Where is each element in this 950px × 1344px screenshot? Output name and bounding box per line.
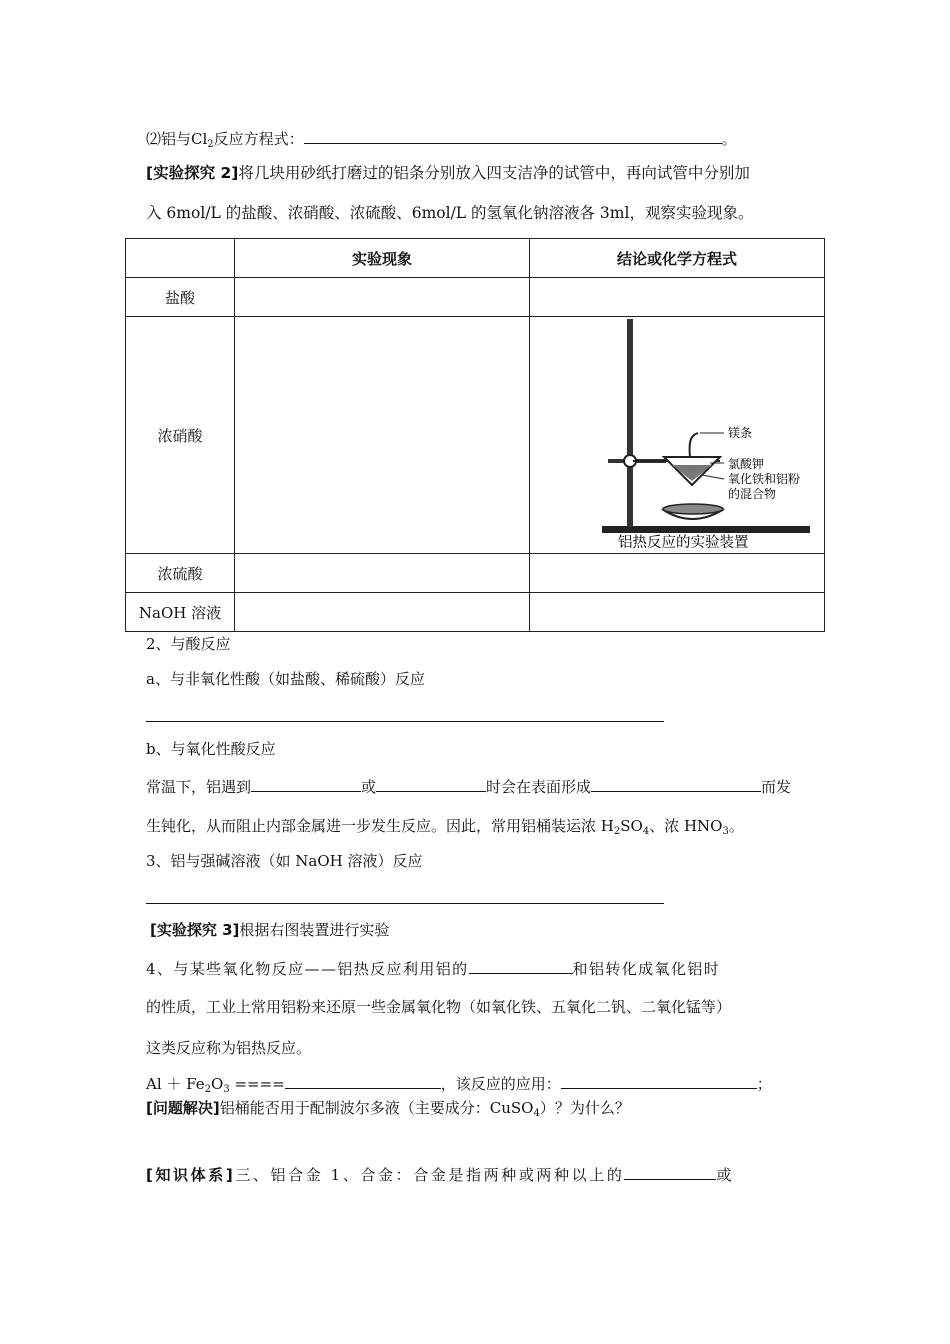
answer-rule[interactable] xyxy=(146,903,664,904)
figure-caption: 铝热反应的实验装置 xyxy=(618,535,749,551)
problem-line xyxy=(146,1098,630,1124)
text: 而发 xyxy=(761,778,792,796)
sec3-title: 3、铝与强碱溶液（如 NaOH 溶液）反应 xyxy=(146,852,423,870)
phenomenon-cell[interactable] xyxy=(235,317,530,554)
label-mixture: 的混合物 xyxy=(728,487,777,501)
text: 铝桶能否用于配制波尔多液（主要成分：CuSO xyxy=(219,1099,534,1117)
table-row xyxy=(126,317,825,554)
label-magnesium: 镁条 xyxy=(728,426,753,440)
text: ）？为什么？ xyxy=(539,1099,630,1117)
explore2-tag: [实验探究 2] xyxy=(146,164,239,182)
text: Al ＋ Fe xyxy=(146,1075,205,1093)
explore3-text: 根据右图装置进行实验 xyxy=(239,921,390,939)
phenomenon-cell[interactable] xyxy=(235,554,530,593)
sec2-a: a、与非氧化性酸（如盐酸、稀硫酸）反应 xyxy=(146,670,425,688)
answer-blank[interactable] xyxy=(285,1072,441,1089)
text: 或 xyxy=(361,778,377,796)
stand-base xyxy=(602,526,810,533)
header-conclusion: 结论或化学方程式 xyxy=(530,239,825,278)
answer-blank[interactable] xyxy=(561,1072,757,1089)
subscript: 3 xyxy=(223,1084,230,1095)
conclusion-cell[interactable] xyxy=(530,278,825,317)
explore3-tag: [实验探究 3] xyxy=(150,921,240,939)
thermite-equation-line xyxy=(146,1072,772,1100)
table-row xyxy=(126,593,825,632)
experiment-table xyxy=(125,238,825,632)
row-label-naoh: NaOH 溶液 xyxy=(126,593,235,632)
magnesium-strip xyxy=(690,433,698,457)
text: 三、铝合金 1、合金：合金是指两种或两种以上的 xyxy=(235,1166,625,1184)
text: 常温下，铝遇到 xyxy=(146,778,252,796)
conclusion-cell-with-figure xyxy=(530,317,825,554)
sec2-title: 2、与酸反应 xyxy=(146,635,231,653)
sec2-b: b、与氧化性酸反应 xyxy=(146,740,276,758)
sec2-passivation-line1 xyxy=(146,775,791,797)
subscript: 2 xyxy=(204,1084,212,1095)
text: ==== xyxy=(229,1075,285,1093)
table-row xyxy=(126,554,825,593)
conclusion-cell[interactable] xyxy=(530,554,825,593)
row-label-hcl: 盐酸 xyxy=(126,278,235,317)
explore2-paragraph-line2 xyxy=(146,203,753,223)
table-header-row xyxy=(126,239,825,278)
row-label-hno3: 浓硝酸 xyxy=(126,317,235,554)
stand-rod xyxy=(627,319,633,527)
answer-blank[interactable] xyxy=(304,127,722,144)
answer-blank[interactable] xyxy=(591,775,761,792)
sec4-line1 xyxy=(146,957,720,979)
text: ⑵铝与Cl xyxy=(146,130,208,148)
text: 反应方程式： xyxy=(213,130,304,148)
mixture xyxy=(672,465,712,481)
explore2-text: 将几块用砂纸打磨过的铝条分别放入四支洁净的试管中，再向试管中分别加 xyxy=(238,164,750,182)
label-fe2o3-al: 氧化铁和铝粉 xyxy=(728,472,801,486)
table-row xyxy=(126,278,825,317)
explore2-paragraph-line1 xyxy=(146,163,750,183)
answer-blank[interactable] xyxy=(251,775,361,792)
thermite-apparatus-figure xyxy=(530,317,824,553)
header-phenomenon: 实验现象 xyxy=(235,239,530,278)
subscript: 4 xyxy=(642,826,650,837)
sec4-line2: 的性质，工业上常用铝粉来还原一些金属氧化物（如氧化铁、五氧化二钒、二氧化锰等） xyxy=(146,998,732,1016)
subscript: 2 xyxy=(613,826,621,837)
answer-rule[interactable] xyxy=(146,721,664,722)
text: ； xyxy=(756,1075,772,1093)
subscript: 4 xyxy=(533,1108,540,1119)
text: 、浓 HNO xyxy=(649,817,723,835)
knowledge-tag: [知识体系] xyxy=(146,1166,236,1184)
phenomenon-cell[interactable] xyxy=(235,593,530,632)
text: 时会在表面形成 xyxy=(486,778,592,796)
sec4-line3: 这类反应称为铝热反应。 xyxy=(146,1039,312,1057)
explore3-line xyxy=(150,920,389,940)
sand xyxy=(663,504,723,514)
subscript: 3 xyxy=(722,826,729,837)
sec2-passivation-line2 xyxy=(146,816,744,842)
conclusion-cell[interactable] xyxy=(530,593,825,632)
text: 4、与某些氧化物反应——铝热反应利用铝的 xyxy=(146,960,469,978)
answer-blank[interactable] xyxy=(469,957,573,974)
header-cell-empty xyxy=(126,239,235,278)
text: SO xyxy=(620,817,643,835)
answer-blank[interactable] xyxy=(624,1163,716,1180)
text: 或 xyxy=(716,1166,735,1184)
subscript: 2 xyxy=(207,139,214,150)
answer-blank[interactable] xyxy=(376,775,486,792)
leader-line xyxy=(702,475,724,479)
text: 和铝转化成氧化铝时 xyxy=(572,960,721,978)
phenomenon-cell[interactable] xyxy=(235,278,530,317)
row-label-h2so4: 浓硫酸 xyxy=(126,554,235,593)
text: ，该反应的应用： xyxy=(440,1075,561,1093)
label-kclo3: 氯酸钾 xyxy=(728,457,765,471)
text: 。 xyxy=(728,817,744,835)
knowledge-line xyxy=(146,1163,734,1185)
problem-tag: [问题解决] xyxy=(146,1099,220,1117)
text: 。 xyxy=(721,130,737,148)
cl2-equation-line xyxy=(146,127,737,155)
explore2-text: 入 6mol/L 的盐酸、浓硝酸、浓硫酸、6mol/L 的氢氧化钠溶液各 3ml，观察实验现象。 xyxy=(146,204,754,222)
text: 生钝化，从而阻止内部金属进一步发生反应。因此，常用铝桶装运浓 H xyxy=(146,817,614,835)
text: O xyxy=(211,1075,224,1093)
